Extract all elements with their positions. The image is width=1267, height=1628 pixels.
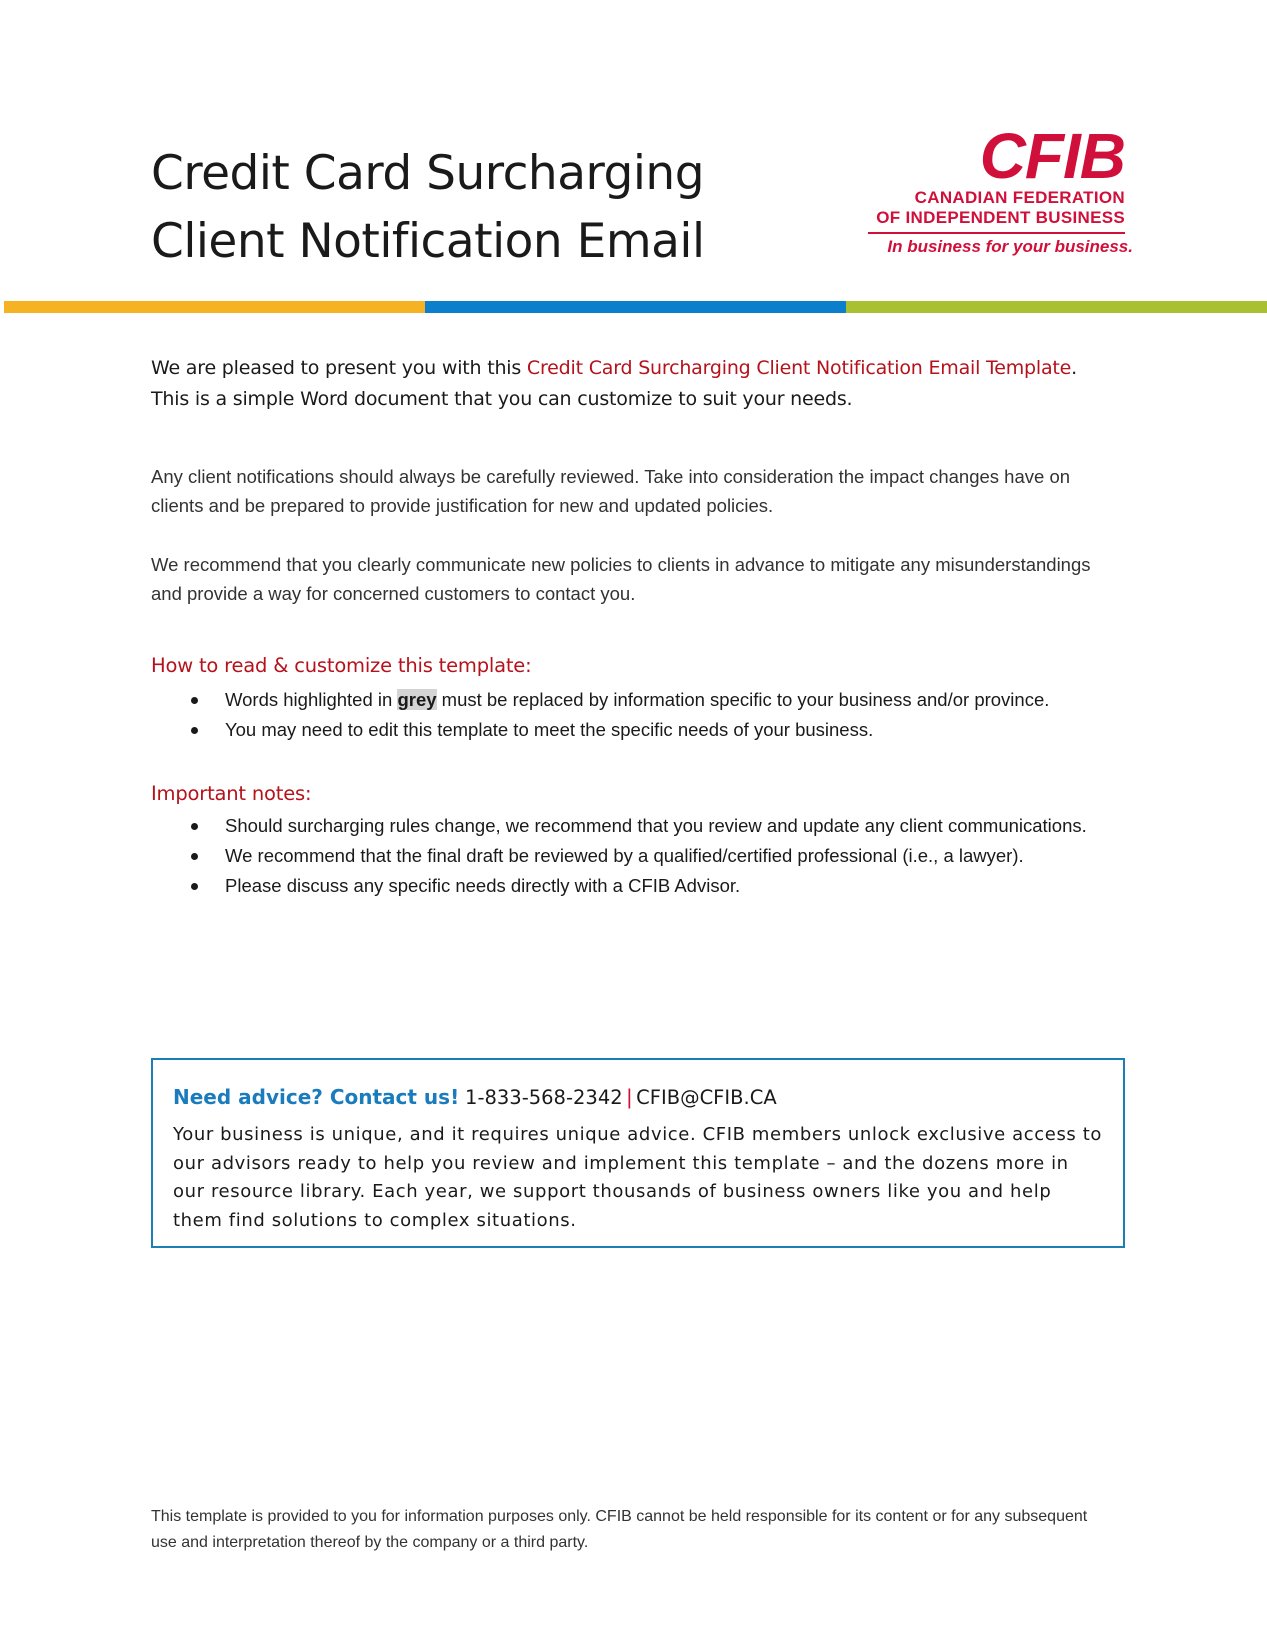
advice-label: Need advice? Contact us!: [173, 1085, 460, 1109]
grey-highlight-sample: grey: [397, 689, 437, 710]
list-item: Should surcharging rules change, we recommend that you review and update any client communications.: [225, 811, 1125, 841]
important-notes-heading: Important notes:: [151, 782, 312, 805]
cfib-logo-mark: CFIB: [979, 120, 1125, 192]
stripe-segment-blue: [425, 301, 846, 313]
stripe-segment-green: [846, 301, 1267, 313]
disclaimer: This template is provided to you for information purposes only. CFIB cannot be held responsible for its content or for any subsequent use and interpretation thereof by the company or a third party.: [151, 1508, 1088, 1551]
cfib-logo-name-line-1: CANADIAN FEDERATION: [914, 188, 1125, 207]
list-item: [225, 685, 1125, 715]
intro-line-2: This is a simple Word document that you can customize to suit your needs.: [151, 388, 853, 410]
cfib-logo-rule: [868, 232, 1125, 234]
header-color-stripe: [4, 301, 1267, 313]
page-title: [151, 140, 705, 276]
intro-paragraph: [151, 353, 1151, 415]
important-notes-list: [225, 811, 1125, 901]
cfib-logo-name-line-2: OF INDEPENDENT BUSINESS: [876, 208, 1125, 227]
advice-separator: |: [626, 1086, 633, 1109]
cfib-logo-tagline: In business for your business.: [887, 237, 1133, 256]
how-to-heading: How to read & customize this template:: [151, 654, 532, 677]
advice-phone-number[interactable]: 1-833-568-2342: [465, 1086, 623, 1109]
how-to-list: [225, 685, 1125, 745]
list-item: You may need to edit this template to meet the specific needs of your business.: [225, 715, 1125, 745]
how-to-bullet-1-after: must be replaced by information specific to your business and/or province.: [436, 689, 1050, 710]
communicate-paragraph: We recommend that you clearly communicate new policies to clients in advance to mitigate any misunderstandings and provide a way for concerned customers to contact you.: [151, 554, 1091, 604]
advice-header: [173, 1080, 1103, 1115]
list-item: Please discuss any specific needs directly with a CFIB Advisor.: [225, 871, 1125, 901]
list-item: We recommend that the final draft be reviewed by a qualified/certified professional (i.e., a lawyer).: [225, 841, 1125, 871]
cfib-logo: [855, 120, 1135, 266]
intro-period: .: [1071, 357, 1077, 379]
how-to-bullet-1-before: Words highlighted in: [225, 689, 398, 710]
advice-box: [151, 1058, 1125, 1248]
page-title-line-2: Client Notification Email: [151, 214, 705, 269]
review-paragraph: Any client notifications should always be carefully reviewed. Take into consideration the impact changes have on clients and be prepared to provide justification for new and updated policies.: [151, 466, 1071, 516]
advice-email[interactable]: CFIB@CFIB.CA: [636, 1086, 777, 1109]
stripe-segment-yellow: [4, 301, 425, 313]
intro-lead: We are pleased to present you with this: [151, 357, 527, 379]
page-title-line-1: Credit Card Surcharging: [151, 146, 705, 201]
template-name-link: Credit Card Surcharging Client Notification Email Template: [526, 357, 1072, 379]
advice-body: Your business is unique, and it requires unique advice. CFIB members unlock exclusive access to our advisors ready to help you review and implement this template – and the dozens more in our resource library. Each year, we support thousands of business owners like you and help them find solutions to complex situations.: [173, 1124, 1103, 1231]
